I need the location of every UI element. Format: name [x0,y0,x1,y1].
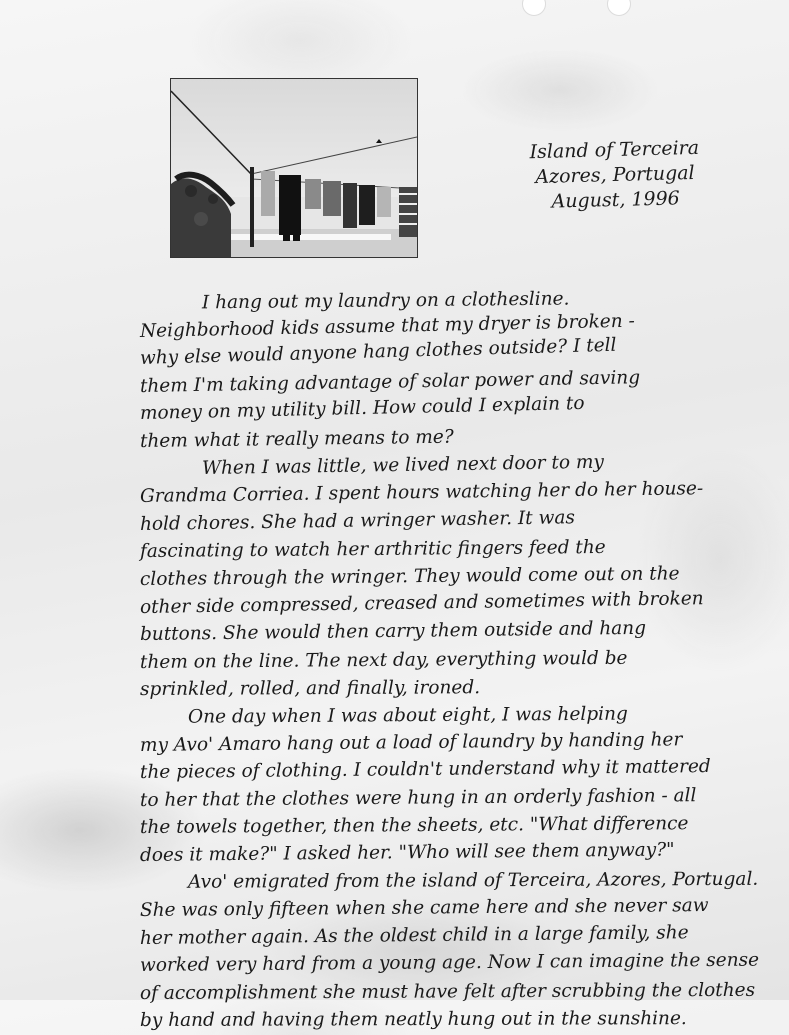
essay-line: I hang out my laundry on a clothesline. [201,288,570,314]
essay-line: my Avo' Amaro hang out a load of laundry by handing her [139,728,683,756]
handwritten-essay [140,290,780,1035]
essay-line: why else would anyone hang clothes outside? I tell [139,334,617,370]
essay-line: the towels together, then the sheets, etc. "What difference [139,813,689,839]
punch-hole-left [522,0,546,16]
essay-line: her mother again. As the oldest child in a large family, she [139,921,689,949]
essay-line: When I was little, we lived next door to my [201,451,605,479]
essay-line: hold chores. She had a wringer washer. It was [139,506,576,535]
essay-line: the pieces of clothing. I couldn't understand why it mattered [139,756,711,784]
essay-line: other side compressed, creased and sometimes with broken [139,587,704,618]
essay-line: One day when I was about eight, I was helping [187,703,628,728]
essay-line: clothes through the wringer. They would come out on the [139,563,680,590]
essay-line: fascinating to watch her arthritic fingers feed the [139,537,606,563]
essay-line: Grandma Corriea. I spent hours watching her do her house- [139,478,704,508]
essay-line: by hand and having them neatly hung out in the sunshine. [139,1008,687,1032]
essay-line: of accomplishment she must have felt after scrubbing the clothes [139,979,756,1004]
essay-line: to her that the clothes were hung in an orderly fashion - all [139,784,697,811]
essay-line: Neighborhood kids assume that my dryer is broken - [139,310,636,342]
essay-line: She was only fifteen when she came here and she never saw [139,895,709,922]
punch-hole-right [607,0,631,16]
caption-location-island: Island of Terceira [529,136,700,164]
essay-line: sprinkled, rolled, and finally, ironed. [139,677,481,701]
caption-date: August, 1996 [551,187,681,213]
essay-line: buttons. She would then carry them outside and hang [139,617,647,646]
clothesline-photo [170,78,418,258]
essay-line: them on the line. The next day, everything would be [139,647,628,673]
essay-line: worked very hard from a young age. Now I can imagine the sense [139,949,760,977]
essay-line: them I'm taking advantage of solar power and saving [139,367,641,397]
clothesline-photo-icon [171,79,417,257]
caption-location-country: Azores, Portugal [535,161,695,189]
location-date-caption [499,135,731,216]
essay-line: Avo' emigrated from the island of Terceira, Azores, Portugal. [187,869,759,894]
essay-line: does it make?" I asked her. "Who will see them anyway?" [139,839,675,866]
essay-line: money on my utility bill. How could I explain to [139,393,585,425]
essay-line: them what it really means to me? [139,426,454,452]
